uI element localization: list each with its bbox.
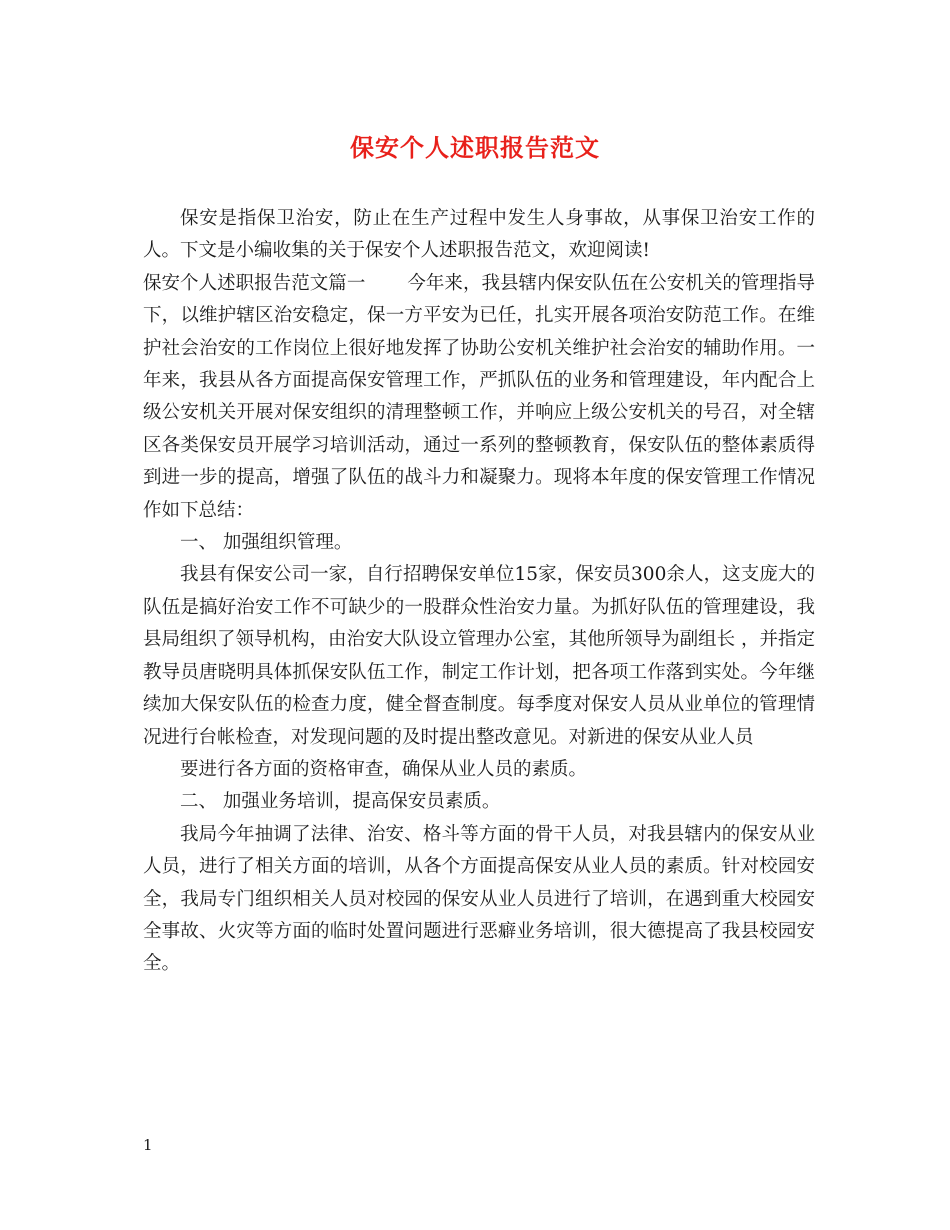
document-body	[143, 200, 815, 981]
part-heading: 保安个人述职报告范文篇一	[143, 272, 366, 294]
section-one-continuation: 要进行各方面的资格审查，确保从业人员的素质。	[180, 758, 588, 780]
page-number: 1	[143, 1136, 153, 1154]
section-one-heading: 一、 加强组织管理。	[180, 532, 353, 554]
part-one-paragraph	[143, 268, 815, 527]
section-one-paragraph: 我县有保安公司一家，自行招聘保安单位15家，保安员300余人，这支庞大的队伍是搞好治安工作不可缺少的一股群众性治安力量。为抓好队伍的管理建设，我县局组织了领导机构，由治安大队设立管理办公室，其他所领导为副组长 ，并指定教导员唐晓明具体抓保安队伍工作，制定工作计划，把各项工作落到实处。今年继续加大保安队伍的检查力度，健全督查制度。每季度对保安人员从业单位的管理情况进行台帐检查，对发现问题的及时提出整改意见。对新进的保安从业人员	[143, 564, 815, 748]
section-two-heading: 二、 加强业务培训，提高保安员素质。	[180, 791, 501, 813]
intro-paragraph: 保安是指保卫治安，防止在生产过程中发生人身事故，从事保卫治安工作的人。下文是小编收集的关于保安个人述职报告范文，欢迎阅读!	[143, 208, 815, 262]
part-body: 今年来，我县辖内保安队伍在公安机关的管理指导下，以维护辖区治安稳定，保一方平安为已任，扎实开展各项治安防范工作。在维护社会治安的工作岗位上很好地发挥了协助公安机关维护社会治安的辅助作用。一年来，我县从各方面提高保安管理工作，严抓队伍的业务和管理建设，年内配合上级公安机关开展对保安组织的清理整顿工作，并响应上级公安机关的号召，对全辖区各类保安员开展学习培训活动，通过一系列的整顿教育，保安队伍的整体素质得到进一步的提高，增强了队伍的战斗力和凝聚力。现将本年度的保安管理工作情况作如下总结：	[143, 272, 815, 521]
section-two-paragraph: 我局今年抽调了法律、治安、格斗等方面的骨干人员，对我县辖内的保安从业人员，进行了相关方面的培训，从各个方面提高保安从业人员的素质。针对校园安全，我局专门组织相关人员对校园的保安从业人员进行了培训，在遇到重大校园安全事故、火灾等方面的临时处置问题进行恶癖业务培训，很大德提高了我县校园安全。	[143, 823, 815, 975]
document-title: 保安个人述职报告范文	[350, 133, 600, 162]
